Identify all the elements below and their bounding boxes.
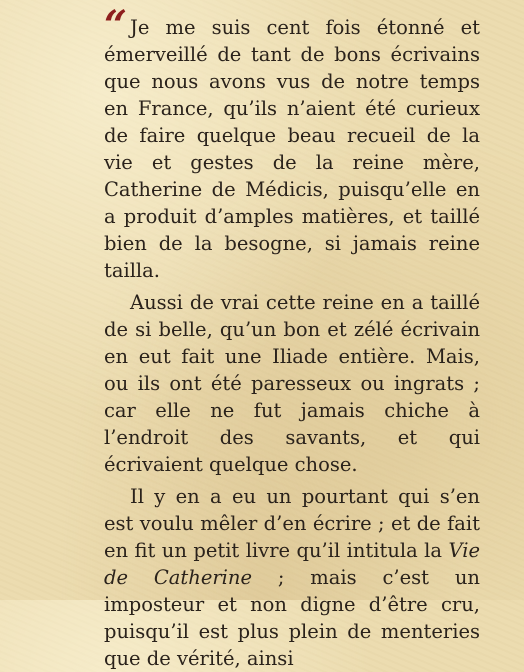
paragraph-1 xyxy=(104,2,480,284)
paragraph-1-text: Je me suis cent fois étonné et émerveillé de tant de bons écrivains que nous avons vus de notre temps en France, qu’ils n’aient été curieux de faire quelque beau recueil de la vie et gestes de la reine mère, Catherine de Médicis, puisqu’elle en a produit d’amples matières, et taillé bien de la besogne, si jamais reine tailla. xyxy=(104,16,480,282)
paragraph-2-text: Aussi de vrai cette reine en a taillé de si belle, qu’un bon et zélé écrivain en eut fait une Iliade entière. Mais, ou ils ont été paresseux ou ingrats ; car elle ne fut jamais chiche à l’endroit des savants, et qui écrivaient quelque chose. xyxy=(104,291,480,476)
paragraph-3-text-before: Il y en a eu un pourtant qui s’en est voulu mêler d’en écrire ; et de fait en fit un petit livre qu’il intitula la xyxy=(104,485,480,562)
book-title-italic: Vie de Catherine xyxy=(104,539,480,589)
text-page xyxy=(104,2,480,672)
opening-quote-mark: “ xyxy=(104,2,128,49)
paragraph-3 xyxy=(104,483,480,672)
paragraph-2 xyxy=(104,289,480,478)
paragraph-3-text-after: ; mais c’est un imposteur et non digne d’être cru, puisqu’il est plus plein de menteries que de vérité, ainsi xyxy=(104,566,480,670)
